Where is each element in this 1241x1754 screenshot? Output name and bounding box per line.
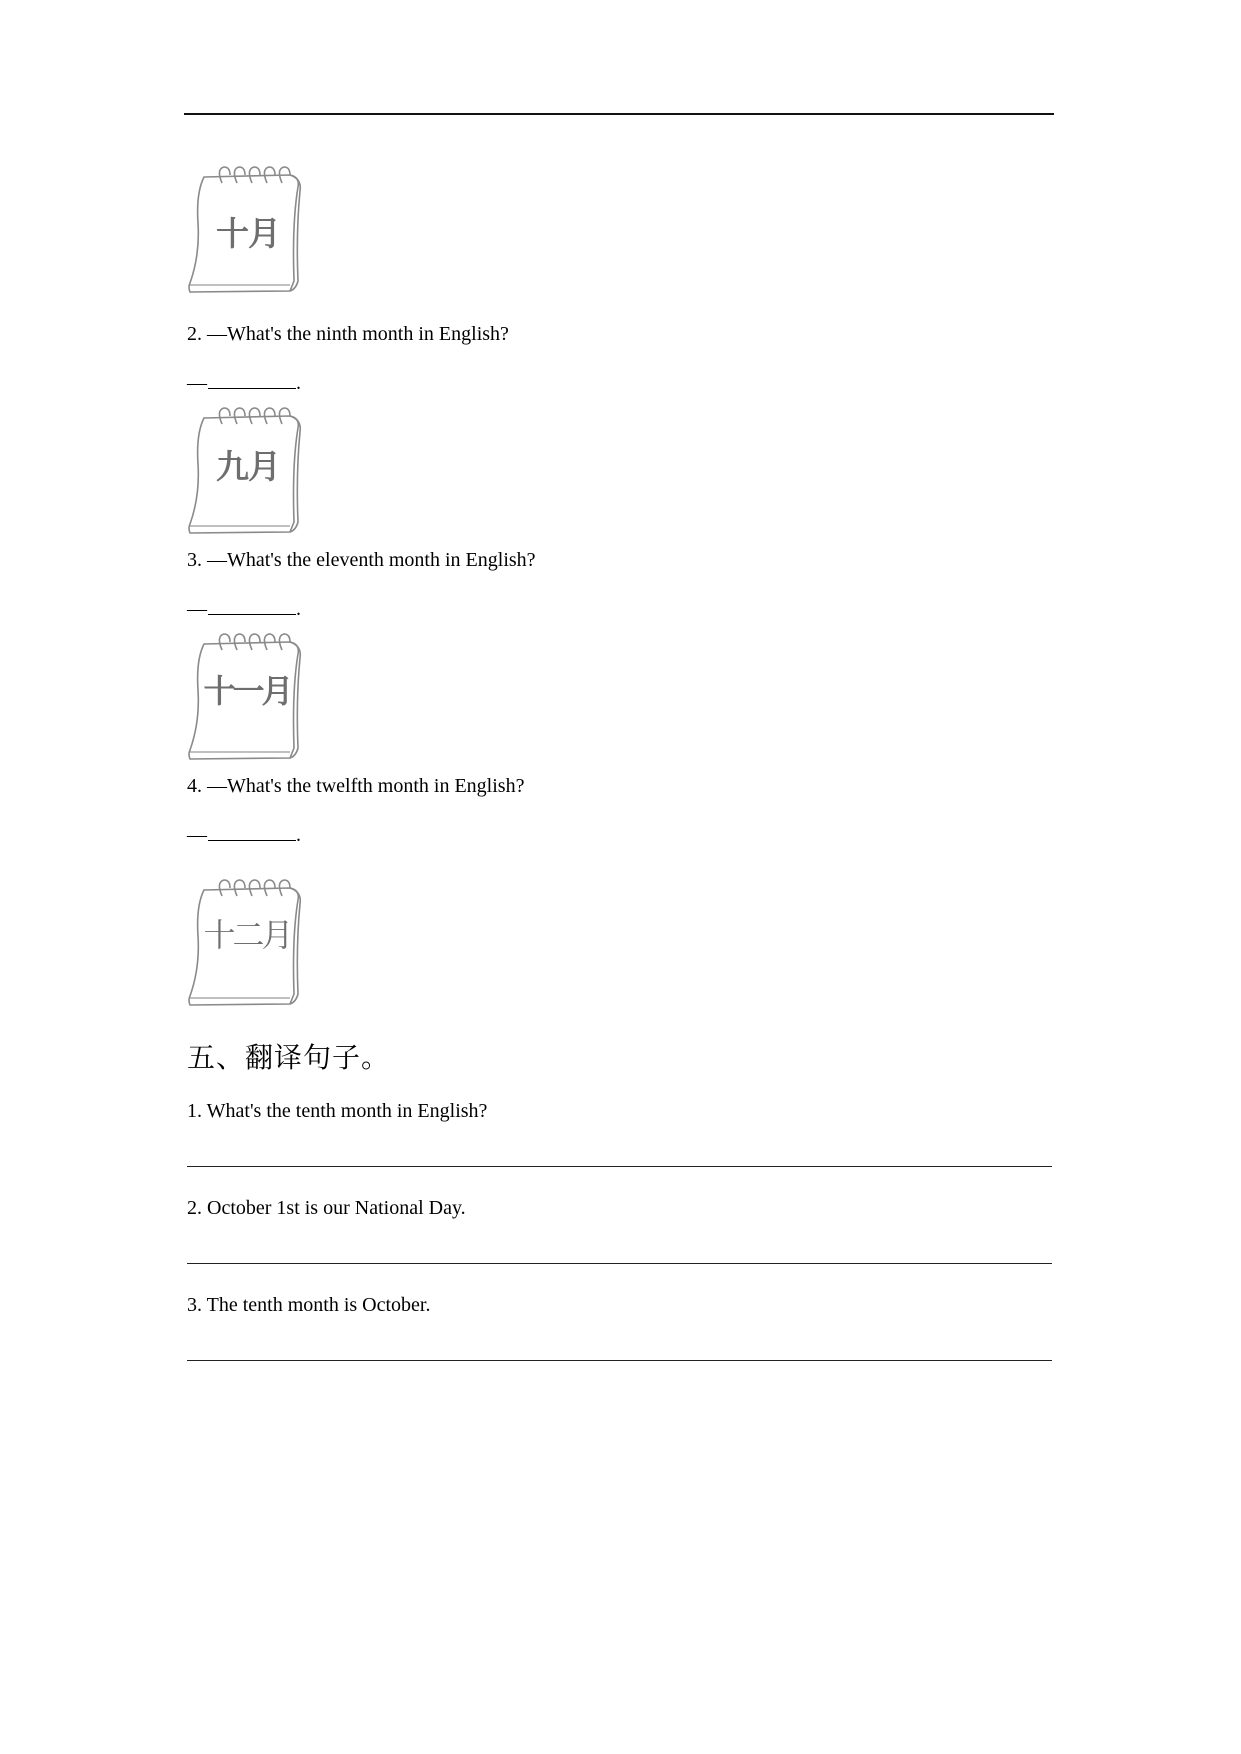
calendar-label: 十月 (216, 214, 280, 253)
translate-item-2: 2. October 1st is our National Day. (187, 1197, 466, 1219)
answer-prefix: — (187, 598, 207, 620)
calendar-december (186, 876, 314, 1010)
question-text: —What's the ninth month in English? (207, 323, 509, 345)
calendar-label: 十一月 (203, 672, 291, 710)
question-4 (187, 774, 524, 798)
calendar-november (186, 630, 314, 764)
answer-suffix: . (296, 824, 301, 846)
section-title: 五、翻译句子。 (187, 1041, 391, 1074)
calendar-september (186, 404, 314, 538)
fill-in-blank[interactable] (208, 596, 296, 615)
answer-line-2[interactable] (187, 1263, 1052, 1264)
answer-prefix: — (187, 824, 207, 846)
question-text: —What's the twelfth month in English? (207, 775, 525, 797)
fill-in-blank[interactable] (208, 822, 296, 841)
answer-line-3[interactable] (187, 1360, 1052, 1361)
answer-prefix: — (187, 372, 207, 394)
question-text: —What's the eleventh month in English? (207, 549, 536, 571)
question-2 (187, 322, 509, 346)
answer-suffix: . (296, 598, 301, 620)
answer-blank-3[interactable] (187, 596, 301, 621)
calendar-label: 十二月 (203, 916, 291, 954)
translate-item-3: 3. The tenth month is October. (187, 1294, 431, 1316)
answer-blank-4[interactable] (187, 822, 301, 847)
question-number: 3. (187, 549, 202, 571)
answer-blank-2[interactable] (187, 370, 301, 395)
question-number: 2. (187, 323, 202, 345)
answer-line-1[interactable] (187, 1166, 1052, 1167)
translate-item-1: 1. What's the tenth month in English? (187, 1100, 488, 1122)
header-rule (184, 113, 1054, 115)
calendar-october (186, 163, 314, 297)
question-3 (187, 548, 536, 572)
calendar-label: 九月 (216, 447, 280, 486)
question-number: 4. (187, 775, 202, 797)
answer-suffix: . (296, 372, 301, 394)
fill-in-blank[interactable] (208, 370, 296, 389)
